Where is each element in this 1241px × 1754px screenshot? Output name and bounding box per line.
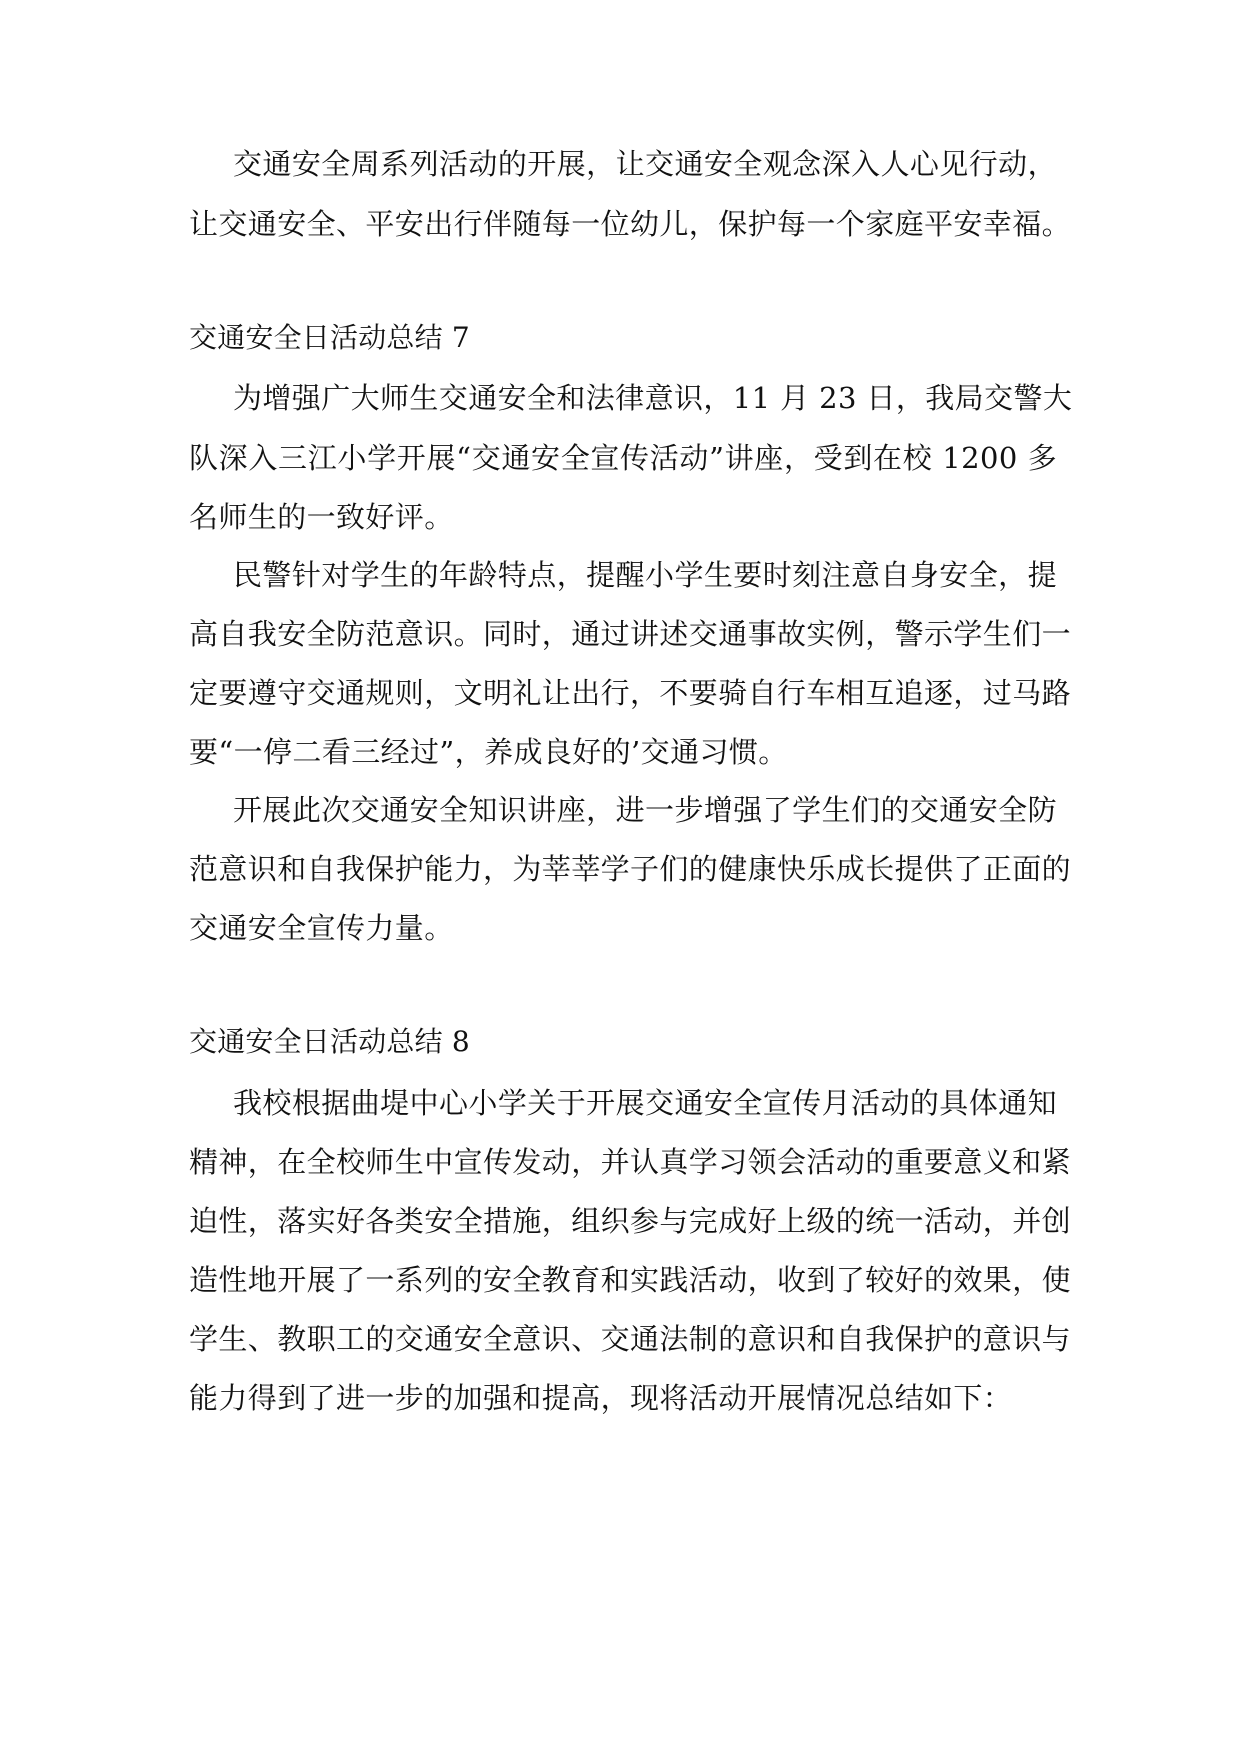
paragraph-line: 开展此次交通安全知识讲座，进一步增强了学生们的交通安全防 [233,793,1057,827]
paragraph-line: 为增强广大师生交通安全和法律意识，11 月 23 日，我局交警大 [233,381,1073,415]
paragraph-line: 学生、教职工的交通安全意识、交通法制的意识和自我保护的意识与 [189,1322,1072,1356]
paragraph-line: 精神，在全校师生中宣传发动，并认真学习领会活动的重要意义和紧 [189,1145,1072,1179]
paragraph-line: 名师生的一致好评。 [189,500,454,534]
paragraph-line: 能力得到了进一步的加强和提高，现将活动开展情况总结如下： [189,1381,1013,1415]
section-heading: 交通安全日活动总结 8 [189,1025,470,1058]
paragraph-line: 我校根据曲堤中心小学关于开展交通安全宣传月活动的具体通知 [233,1086,1057,1120]
paragraph-line: 造性地开展了一系列的安全教育和实践活动，收到了较好的效果，使 [189,1263,1072,1297]
document-page [189,0,1073,1754]
paragraph-line: 范意识和自我保护能力，为莘莘学子们的健康快乐成长提供了正面的 [189,852,1072,886]
paragraph-line: 民警针对学生的年龄特点，提醒小学生要时刻注意自身安全，提 [233,558,1057,592]
paragraph-line: 让交通安全、平安出行伴随每一位幼儿，保护每一个家庭平安幸福。 [189,207,1072,241]
paragraph-line: 交通安全周系列活动的开展，让交通安全观念深入人心见行动， [233,147,1057,181]
paragraph-line: 迫性，落实好各类安全措施，组织参与完成好上级的统一活动，并创 [189,1204,1072,1238]
paragraph-line: 队深入三江小学开展“交通安全宣传活动”讲座，受到在校 1200 多 [189,441,1057,475]
section-heading: 交通安全日活动总结 7 [189,321,470,354]
paragraph-line: 要“一停二看三经过”，养成良好的’交通习惯。 [189,735,788,769]
paragraph-line: 高自我安全防范意识。同时，通过讲述交通事故实例，警示学生们一 [189,617,1072,651]
paragraph-line: 定要遵守交通规则，文明礼让出行，不要骑自行车相互追逐，过马路 [189,676,1072,710]
paragraph-line: 交通安全宣传力量。 [189,911,454,945]
